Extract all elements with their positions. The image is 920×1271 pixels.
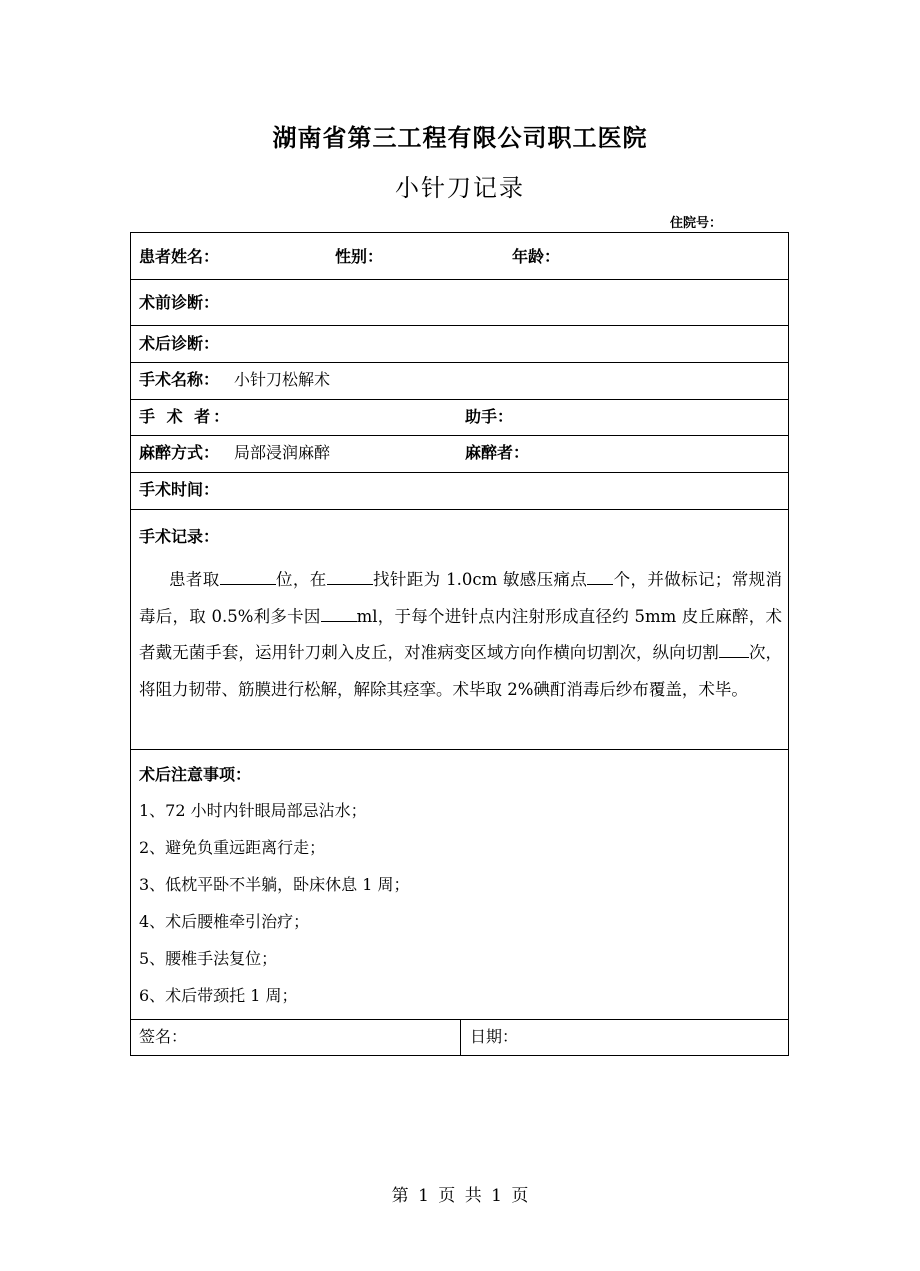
postop-note-item: 5、腰椎手法复位； <box>139 949 278 968</box>
patient-row <box>131 233 788 280</box>
anesthesia-method-value: 局部浸润麻醉 <box>234 443 331 462</box>
position-blank <box>220 568 276 585</box>
date-label: 日期： <box>470 1027 519 1046</box>
surgery-record-form <box>130 232 789 1056</box>
surgery-time-row <box>131 473 788 510</box>
admission-number-label: 住院号： <box>670 216 723 231</box>
location-blank <box>327 568 373 585</box>
dose-blank <box>321 605 357 622</box>
hospital-name: 湖南省第三工程有限公司职工医院 <box>272 123 648 152</box>
postop-notes-label: 术后注意事项： <box>139 765 252 784</box>
postop-note-item: 2、避免负重远距离行走； <box>139 838 326 857</box>
surgery-record-text <box>139 562 782 708</box>
cut-count-blank <box>719 641 749 658</box>
preop-diagnosis-row <box>131 280 788 326</box>
postop-note-item: 6、术后带颈托 1 周； <box>139 986 298 1005</box>
postop-note-item: 1、72 小时内针眼局部忌沾水； <box>139 801 367 820</box>
surgery-name-row <box>131 363 788 400</box>
postop-diagnosis-label: 术后诊断： <box>139 334 220 353</box>
patient-name-label: 患者姓名： <box>139 247 220 266</box>
surgery-record-row <box>131 510 788 750</box>
surgery-time-label: 手术时间： <box>139 480 220 499</box>
signature-divider <box>460 1020 461 1055</box>
page-number: 第 1 页 共 1 页 <box>391 1186 529 1206</box>
assistant-label: 助手： <box>465 407 514 426</box>
surgery-name-label: 手术名称： <box>139 370 220 389</box>
signature-label: 签名： <box>139 1027 188 1046</box>
surgeon-label: 手 术 者： <box>139 407 233 426</box>
form-title: 小针刀记录 <box>395 174 525 202</box>
gender-label: 性别： <box>335 247 384 266</box>
record-text-6: 次，将阻力韧带、筋膜进行松解，解除其痉挛。术毕取 2%碘酊消毒后纱布覆盖，术毕。 <box>139 643 783 699</box>
anesthesia-method-label: 麻醉方式： <box>139 443 220 462</box>
postop-note-item: 3、低枕平卧不半躺，卧床休息 1 周； <box>139 875 410 894</box>
anesthetist-label: 麻醉者： <box>465 443 530 462</box>
anesthesia-row <box>131 436 788 473</box>
record-text-2: 位，在 <box>275 570 327 589</box>
postop-notes-row <box>131 750 788 1020</box>
record-text-5: ml，于每个进针点内注射形成直径约 5mm 皮丘麻醉，术者戴无菌手套，运用针刀刺入皮丘，对准病变区域方向作横向切割次，纵向切割 <box>139 606 783 662</box>
record-text-1: 患者取 <box>169 570 220 589</box>
preop-diagnosis-label: 术前诊断： <box>139 293 220 312</box>
record-text-3: 找针距为 1.0cm 敏感压痛点 <box>372 570 588 589</box>
surgery-record-label: 手术记录： <box>139 527 220 546</box>
postop-note-item: 4、术后腰椎牵引治疗； <box>139 912 310 931</box>
record-text-4: 个，并做标记；常规消毒后，取 0.5%利多卡因 <box>139 570 782 626</box>
point-count-blank <box>587 568 613 585</box>
age-label: 年龄： <box>512 247 561 266</box>
postop-diagnosis-row <box>131 326 788 363</box>
surgery-name-value: 小针刀松解术 <box>234 370 331 389</box>
signature-row <box>131 1020 788 1055</box>
surgeon-row <box>131 400 788 436</box>
